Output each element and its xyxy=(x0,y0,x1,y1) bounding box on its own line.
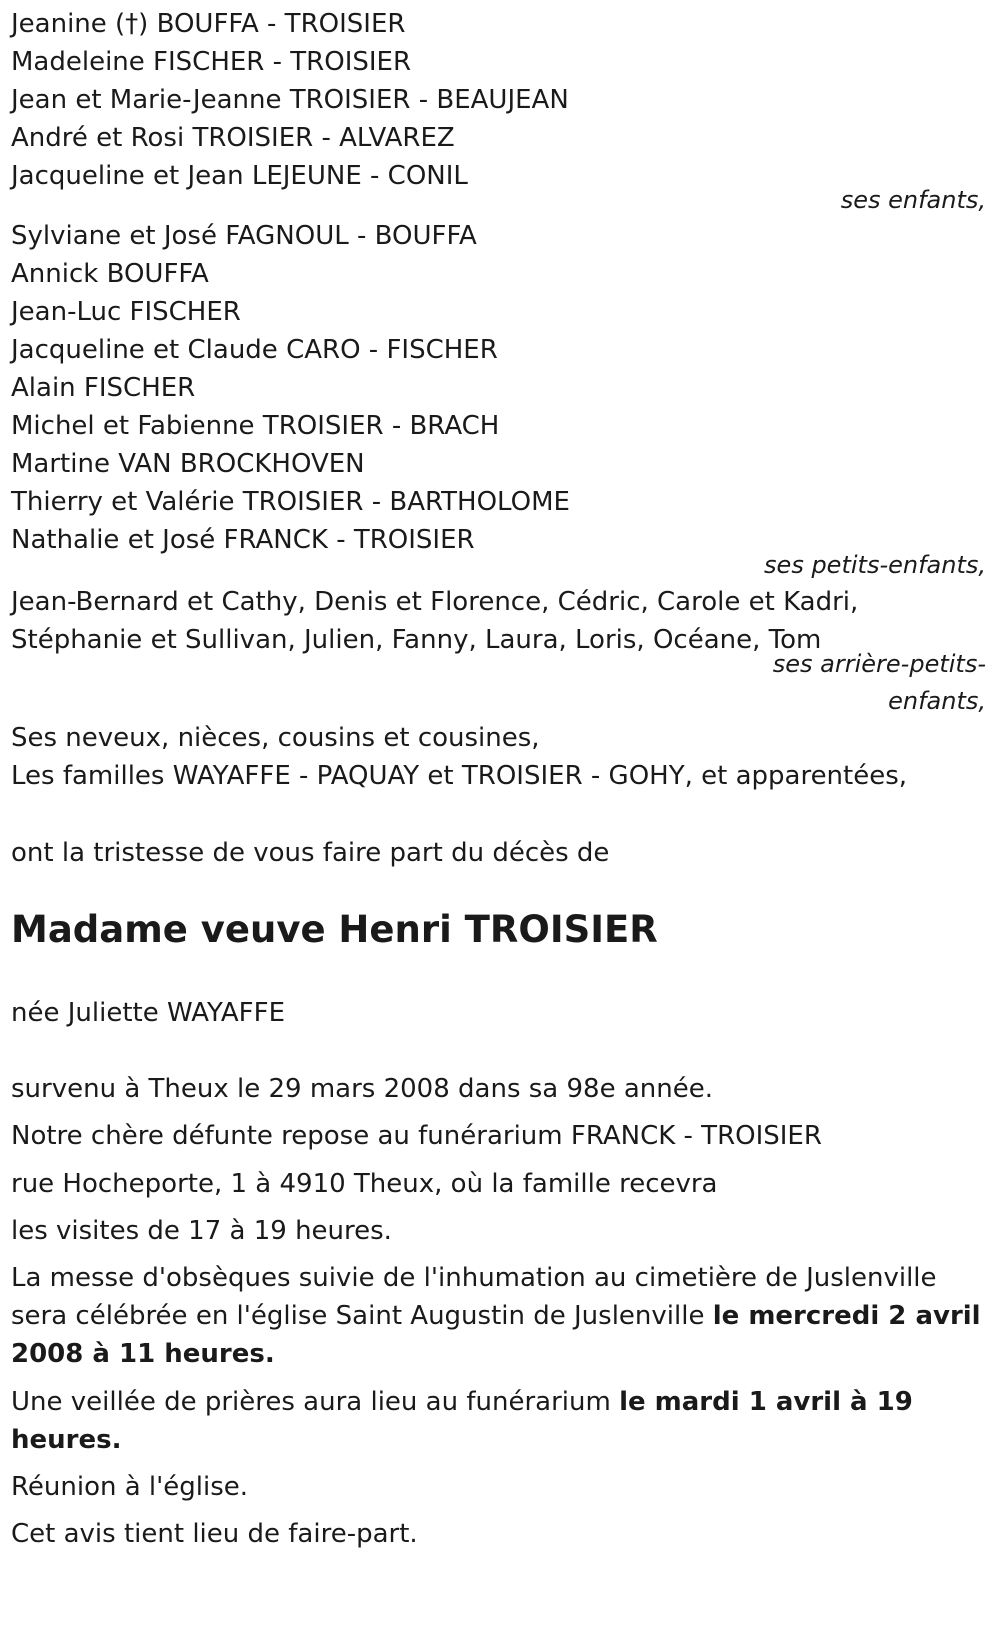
great-grandchildren-names: Jean-Bernard et Cathy, Denis et Florence, Cédric, Carole et Kadri, xyxy=(11,587,859,617)
great-grandchildren-label: enfants, xyxy=(888,687,986,715)
repose-details: Notre chère défunte repose au funérarium FRANCK - TROISIER xyxy=(11,1121,822,1151)
great-grandchildren-names: Stéphanie et Sullivan, Julien, Fanny, Laura, Loris, Océane, Tom xyxy=(11,625,822,655)
vigil-date: le mardi 1 avril à 19 heures. xyxy=(11,1387,913,1455)
child-name: Jacqueline et Jean LEJEUNE - CONIL xyxy=(11,161,468,191)
mass-paragraph xyxy=(11,1259,986,1373)
grandchild-name: Martine VAN BROCKHOVEN xyxy=(11,449,365,479)
great-grandchildren-label: ses arrière-petits- xyxy=(772,650,986,678)
vigil-paragraph xyxy=(11,1383,986,1459)
relatives-line: Ses neveux, nièces, cousins et cousines, xyxy=(11,723,540,753)
meeting-text: Réunion à l'église. xyxy=(11,1472,249,1502)
grandchild-name: Nathalie et José FRANCK - TROISIER xyxy=(11,525,475,555)
child-name: Jeanine (†) BOUFFA - TROISIER xyxy=(11,9,406,39)
child-name: André et Rosi TROISIER - ALVAREZ xyxy=(11,123,455,153)
relatives-line: Les familles WAYAFFE - PAQUAY et TROISIER - GOHY, et apparentées, xyxy=(11,761,908,791)
child-name: Jean et Marie-Jeanne TROISIER - BEAUJEAN xyxy=(11,85,569,115)
address-details: rue Hocheporte, 1 à 4910 Theux, où la famille recevra xyxy=(11,1169,718,1199)
announcement-text: ont la tristesse de vous faire part du décès de xyxy=(11,838,610,868)
grandchild-name: Thierry et Valérie TROISIER - BARTHOLOME xyxy=(11,487,570,517)
notice-text: Cet avis tient lieu de faire-part. xyxy=(11,1519,418,1549)
child-name: Madeleine FISCHER - TROISIER xyxy=(11,47,412,77)
grandchild-name: Jacqueline et Claude CARO - FISCHER xyxy=(11,335,498,365)
deceased-name: Madame veuve Henri TROISIER xyxy=(11,908,658,951)
death-details: survenu à Theux le 29 mars 2008 dans sa 98e année. xyxy=(11,1074,713,1104)
children-label: ses enfants, xyxy=(840,186,986,214)
grandchildren-label: ses petits-enfants, xyxy=(764,551,986,579)
birth-name: née Juliette WAYAFFE xyxy=(11,998,286,1028)
grandchild-name: Alain FISCHER xyxy=(11,373,196,403)
grandchild-name: Jean-Luc FISCHER xyxy=(11,297,241,327)
grandchild-name: Michel et Fabienne TROISIER - BRACH xyxy=(11,411,500,441)
mass-date: le mercredi 2 avril 2008 à 11 heures. xyxy=(11,1301,981,1369)
visits-details: les visites de 17 à 19 heures. xyxy=(11,1216,392,1246)
grandchild-name: Annick BOUFFA xyxy=(11,259,209,289)
vigil-text: Une veillée de prières aura lieu au funérarium xyxy=(11,1387,620,1417)
grandchild-name: Sylviane et José FAGNOUL - BOUFFA xyxy=(11,221,477,251)
mass-text: La messe d'obsèques suivie de l'inhumation au cimetière de Juslenville sera célébrée en l'église Saint Augustin de Juslenville xyxy=(11,1263,937,1331)
